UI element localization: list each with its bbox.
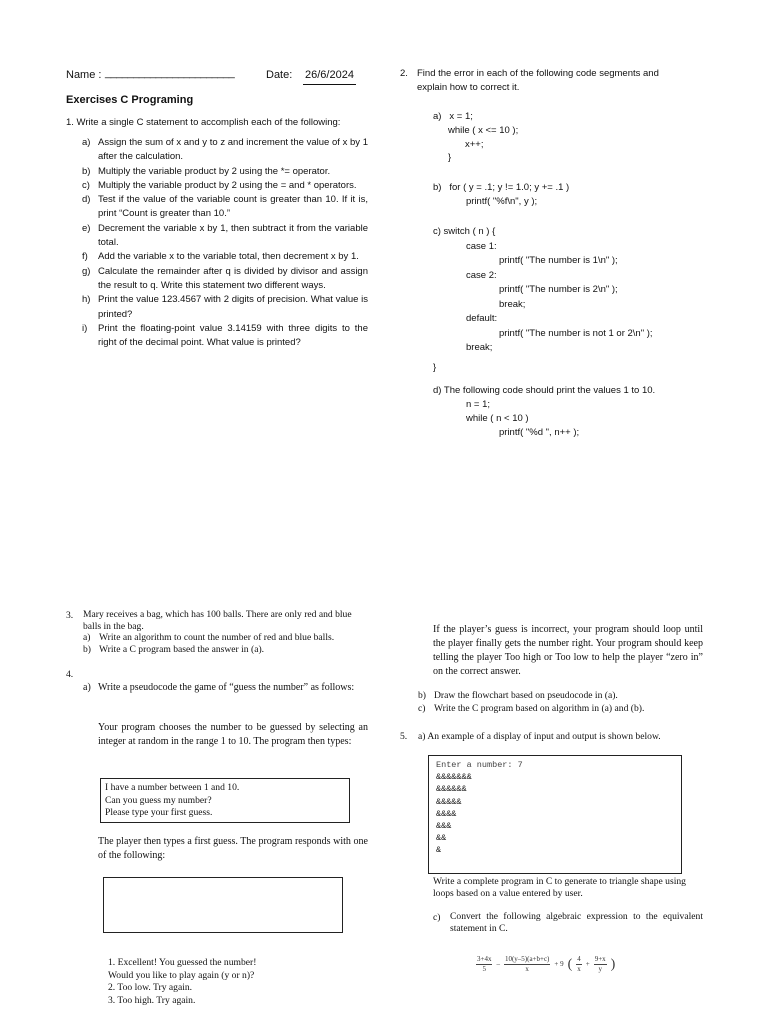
fraction-denominator: x [525, 965, 529, 973]
list-item-label: e) [82, 222, 91, 234]
list-item-label: a) [83, 632, 91, 643]
q4-number: 4. [66, 669, 74, 680]
q1-list [82, 136, 368, 350]
fraction-denominator: x [577, 965, 581, 973]
code-line: n = 1; [466, 399, 491, 410]
q2-c [433, 225, 653, 375]
list-item-label: h) [82, 294, 91, 306]
code-line: } [448, 152, 452, 164]
list-item [418, 690, 704, 703]
output-line: & [436, 845, 442, 856]
response-line: 3. Too high. Try again. [108, 994, 196, 1006]
code-line: a) x = 1; [433, 111, 473, 122]
q5-number: 5. [400, 731, 408, 742]
list-item [83, 644, 369, 656]
list-item [82, 193, 368, 222]
list-item-text: Write the C program based on algorithm in (a) and (b). [434, 702, 645, 714]
q3-number: 3. [66, 610, 74, 621]
list-item-text: Decrement the variable x by 1, then subtract it from the variable total. [98, 222, 368, 249]
list-item-label: f) [82, 251, 88, 263]
plus-nine: + 9 [554, 960, 564, 968]
algebraic-expression [476, 955, 615, 974]
code-line: b) for ( y = .1; y != 1.0; y += .1 ) [433, 182, 570, 193]
name-label: Name : [66, 69, 102, 81]
list-item-label: c) [82, 179, 90, 191]
q2-number: 2. [400, 68, 408, 79]
paren-close: ) [610, 957, 616, 972]
list-item-text: Assign the sum of x and y to z and increment the value of x by 1 after the calculation. [98, 137, 368, 163]
list-item [82, 136, 368, 165]
list-item-label: g) [82, 265, 91, 277]
fraction-numerator: 10(y–5)(a+b+c) [504, 955, 550, 963]
fraction [576, 955, 582, 974]
q4-para3: If the player’s guess is incorrect, your program should loop until the player finally gets the number right. Your program should keep telling the player Too high or Too low to help the player “zero in” on the correct answer. [433, 624, 703, 677]
list-item-text: Print the floating-point value 3.14159 with three digits to the right of the decimal point. What value is printed? [98, 322, 368, 349]
plus-sign: + [585, 960, 590, 968]
q5-output-box [428, 755, 682, 874]
list-item-label: c) [418, 702, 426, 714]
q2-intro: Find the error in each of the following code segments and explain how to correct it. [417, 68, 659, 93]
message-line: I have a number between 1 and 10. [105, 782, 240, 793]
list-item [82, 250, 368, 264]
fraction [504, 955, 550, 974]
fraction-numerator: 3+4x [477, 955, 492, 963]
code-line: while ( x <= 10 ); [448, 124, 519, 136]
fraction [594, 955, 607, 974]
list-item [82, 179, 368, 193]
code-line: printf( "%f\n", y ); [466, 195, 538, 207]
code-line: case 1: [466, 240, 497, 252]
fraction-numerator: 9+x [594, 955, 606, 963]
response-line: 2. Too low. Try again. [108, 982, 193, 993]
paren-open: ( [567, 957, 573, 972]
q4-empty-box [103, 877, 343, 933]
q1-intro: 1. Write a single C statement to accomplish each of the following: [66, 117, 341, 128]
code-line: x++; [465, 138, 484, 150]
q4-a-text: Write a pseudocode the game of “guess the number” as follows: [98, 682, 355, 693]
q4-para1: Your program chooses the number to be guessed by selecting an integer at random in the range 1 to 10. The program then types: [98, 722, 368, 747]
date-value: 26/6/2024 [303, 68, 356, 85]
q5-c-label: c) [433, 912, 441, 923]
list-item-text: Write a C program based the answer in (a). [99, 644, 265, 655]
q3-list [83, 632, 369, 656]
list-item [82, 222, 368, 251]
output-line: Enter a number: 7 [436, 760, 523, 770]
list-item [82, 322, 368, 351]
fraction [476, 955, 492, 974]
fraction-denominator: y [598, 965, 602, 973]
minus-sign: – [496, 960, 500, 968]
q5-instruction: Write a complete program in C to generate to triangle shape using loops based on a value entered by user. [433, 876, 686, 899]
output-line: &&&&&&& [436, 772, 472, 783]
q2-a [433, 110, 518, 165]
code-line: printf( "The number is 1\n" ); [499, 255, 618, 266]
list-item-label: b) [82, 165, 91, 177]
code-line: default: [466, 313, 498, 324]
code-line: printf( "The number is not 1 or 2\n" ); [499, 327, 653, 339]
q5-c-text: Convert the following algebraic expression to the equivalent statement in C. [450, 911, 703, 934]
q4-a-label: a) [83, 682, 91, 693]
output-line: &&&&& [436, 796, 462, 807]
list-item-label: b) [418, 690, 426, 701]
output-line: &&&& [436, 808, 457, 819]
list-item-text: Draw the flowchart based on pseudocode in (a). [434, 690, 618, 701]
list-item [83, 632, 369, 644]
list-item [82, 265, 368, 294]
code-line: while ( n < 10 ) [466, 413, 529, 424]
list-item-text: Calculate the remainder after q is divided by divisor and assign the result to q. Write this statement two different ways. [98, 265, 368, 291]
response-line: Would you like to play again (y or n)? [108, 969, 255, 981]
code-line: case 2: [466, 269, 497, 281]
q2-b [433, 181, 569, 209]
code-line: printf( "The number is 2\n" ); [499, 284, 618, 295]
fraction-numerator: 4 [577, 955, 581, 963]
q4-para2: The player then types a first guess. The program responds with one of the following: [98, 836, 368, 861]
list-item-text: Write an algorithm to count the number of red and blue balls. [99, 632, 335, 643]
list-item-label: i) [82, 322, 88, 334]
code-line: } [433, 361, 437, 373]
response-line: 1. Excellent! You guessed the number! [108, 957, 257, 968]
list-item-label: b) [83, 644, 91, 655]
date-label: Date: [266, 69, 293, 81]
q5-a-text: a) An example of a display of input and output is shown below. [418, 731, 661, 742]
list-item [82, 165, 368, 179]
list-item-text: Multiply the variable product by 2 using the *= operator. [98, 165, 331, 177]
page-title: Exercises C Programing [66, 94, 194, 106]
output-line: &&&&&& [436, 784, 467, 795]
q4-message-box [100, 778, 350, 823]
list-item-text: Multiply the variable product by 2 using the = and * operators. [98, 179, 357, 191]
list-item-text: Print the value 123.4567 with 2 digits of precision. What value is printed? [98, 294, 368, 320]
list-item [82, 293, 368, 322]
list-item-text: Test if the value of the variable count is greater than 10. If it is, print “Count is greater than 10.” [98, 194, 368, 220]
output-line: &&& [436, 821, 452, 832]
message-line: Please type your first guess. [105, 807, 213, 818]
fraction-denominator: 5 [482, 965, 486, 973]
list-item [418, 703, 704, 716]
list-item-label: a) [82, 137, 91, 148]
name-blank[interactable]: _______________________ [105, 67, 235, 79]
code-line: break; [499, 298, 526, 310]
message-line: Can you guess my number? [105, 794, 212, 806]
q4-responses [108, 957, 256, 1007]
output-line: && [436, 833, 447, 844]
q2-d [433, 384, 655, 440]
list-item-text: Add the variable x to the variable total, then decrement x by 1. [98, 251, 359, 263]
code-line: break; [466, 342, 493, 353]
code-line: c) switch ( n ) { [433, 226, 496, 237]
q4-bc-list [418, 690, 704, 715]
code-line: printf( "%d ", n++ ); [499, 427, 580, 438]
list-item-label: d) [82, 194, 91, 206]
code-line: d) The following code should print the values 1 to 10. [433, 385, 656, 396]
q3-text: Mary receives a bag, which has 100 balls. There are only red and blue balls in the bag. [83, 609, 352, 632]
